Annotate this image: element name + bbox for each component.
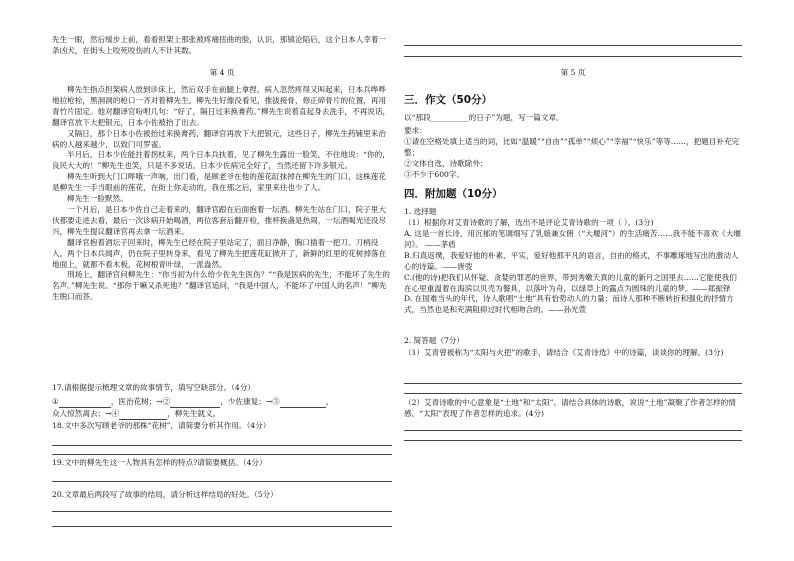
question-20: 20.文章最后两段写了故事的结局，请分析这样结局的好处。（5分） [52, 490, 278, 499]
requirement-item: ②文体自选，诗歌除外； [404, 158, 488, 168]
story-paragraph: 半月后，日本少佐能拄着拐杖来，两个日本兵扶着，见了柳先生露出一脸笑，不住地说：“你的，良民大大的！”柳先生也笑，只是不多说话。日本少佐病完全好了，当然还留下许多银元。 [52, 150, 390, 171]
question-19: 19.文中的柳先生这一人物具有怎样的特点?请简要概括。（4分） [52, 458, 267, 467]
choice-title: 1. 选择题 [404, 207, 437, 216]
answer-line[interactable] [52, 526, 392, 527]
answer-blank[interactable] [59, 399, 111, 408]
answer-blank[interactable] [170, 399, 220, 408]
choice-option-c[interactable]: C.(他的诗)把我们从怀疑、贪婪的罪恶的世界，带到秀嫩天真的儿童的新月之国里去……它能使我们在心里重温着在海滨以贝壳为餐具，以落叶为舟，以绿草上的露点为圆珠的儿童的梦。——郑振铎 [404, 272, 737, 293]
story-paragraph: 一个月后，是日本少佐自己走着来的，翻译官跟在后面抱着一坛酒。柳先生站在门口，院子里大伙都要走进去看，最后一次诊病开始喝酒，两位客套后翻开检，推杯换盏是热闹，一坛酒喝光还没尽兴，柳先生提议翻译官再去拿一坛酒来。 [52, 204, 387, 236]
story-paragraph: 柳先生听到大门口哔哦一声响，出门看，是顾老爷在他的莲花缸抹掉在柳先生的门口，这株莲花是柳先生一手当眼前的莲花，在街上你走动的，我在那之后，家里来往也少了人。 [52, 172, 386, 193]
left-top-paragraph: 先生一眼，然后缓步上前，看看担架上那张被疼痛扭曲的脸，认识，那镇沦陷后，这个日本人幸着一条凶犬，在街头上咬死咬伤的人不计其数。 [52, 35, 387, 55]
question-17-fill-row-2: 众人惊然离去；→④ ，柳先生就义。 [52, 409, 221, 418]
story-body [52, 85, 392, 303]
choice-option-d[interactable]: D. 在国难当头的年代，诗人歌唱“土地”具有恰势动人的力量；而诗人那种不断转折和强化的抒情方式，当然也是和充满阻抑过时代相吻合的。——孙光萱 [404, 294, 734, 315]
question-17: 17.请根据提示梳理文章的故事情节，填写空缺部分。（4分） [52, 383, 255, 392]
choice-option-b[interactable]: B.归真返璞，我爱好他的朴素、平实，爱好他那平凡的语言，自由的格式，不事雕琢地写出的激动人心的诗篇。——唐弢 [404, 250, 739, 271]
question-18: 18.文中多次写顾老爷的那株“花树”，请简要分析其作用。（4分） [52, 421, 271, 430]
story-paragraph: 又隔日，那个日本小佐被抬过来换膏药，翻译官再放下大把银元，这些日子，柳先生药铺里来治病的人越来越少，以致门可罗雀。 [52, 128, 386, 149]
answer-line[interactable] [404, 393, 742, 394]
page-5-label: 第 5 页 [560, 68, 586, 77]
story-paragraph: 刑场上，翻译官问柳先生：“你当初为什么给少佐先生医伤？”“我是医病的先生，不能坏了先生的名声。”柳先生说。“那你干嘛又杀死他？”翻译官追问，“我是中国人，不能坏了中国人的名声！”柳先生脱口而答。 [52, 270, 390, 302]
answer-line[interactable] [404, 430, 742, 431]
answer-blank[interactable] [280, 399, 326, 408]
answer-line[interactable] [404, 440, 742, 441]
requirement-item: ③不少于600字。 [404, 169, 465, 179]
story-paragraph: 柳先生指点担架病人放到诊床上，然后双手在前腿上拿捏，病人忽然疼得又叫起来，日本兵哗哗地拉枪栓，黑洞洞的枪口一齐对着柳先生。柳先生好像没看见，推拔接骨，修正碎骨片的位置，再用青竹片固定。他对翻译官吩咐几句：“好了，隔日过来换膏药。”柳先生说着直起身去洗手，不再说话，翻译官放下大把银元，日本小佐被抬了出去。 [52, 85, 391, 127]
answer-line[interactable] [404, 45, 742, 46]
section-4-heading: 四．附加题（10分） [404, 188, 503, 200]
answer-line[interactable] [404, 383, 742, 384]
choice-option-a[interactable]: A. 这是一首长诗，用沉郁的笔调细写了乳娘兼女佣（“大堰河”）的生活痛苦……我不能不喜欢《大堰河》。 ——茅盾 [404, 229, 742, 249]
choice-options [404, 229, 742, 316]
choice-question: （1）根据你对艾青诗歌的了解，选出不是评论艾青诗歌的一项（ ）。(3分) [404, 218, 654, 227]
short-answer-1: （1）艾青曾被称为“太阳与火把”的歌手，请结合《艾青诗选》中的诗篇，谈谈你的理解。(3分) [404, 348, 724, 357]
story-paragraph: 柳先生一脸默然。 [67, 194, 128, 204]
answer-line[interactable] [52, 481, 392, 482]
story-paragraph: 翻译官抱着酒坛子回来时，柳先生已经在院子里站定了，面目浄静，胸口插着一把刀。刀柄没入，两个日本兵闻声，仍在院子里转身来，看见了柳先生把莲花缸掀开了，新鲜的红里的花树掉落在地面上，就都不看木板，花树根青叶绿，一派盎然。 [52, 237, 387, 269]
page-4-label: 第 4 页 [209, 68, 235, 77]
short-answer-title: 2. 简答题（7分） [404, 336, 465, 345]
answer-line[interactable] [404, 56, 742, 57]
question-17-fill-row-1: ① ，医治花树；→② ，少佐康复；→③ ， [52, 397, 334, 406]
answer-line[interactable] [52, 511, 392, 512]
answer-line[interactable] [52, 445, 392, 446]
short-answer-2: （2）艾青诗歌的中心意象是“土地”和“太阳”。请结合具体的诗歌，说说“土地”凝聚了作者怎样的情感，“太阳”表现了作者怎样的追求。(4分) [404, 398, 736, 418]
essay-prompt: 以“那段__________的日子”为题，写一篇文章。 [404, 113, 564, 122]
requirements-title: 要求： [404, 126, 427, 135]
answer-blank[interactable] [119, 411, 167, 420]
requirements-list [404, 137, 742, 181]
answer-line[interactable] [52, 454, 392, 455]
requirement-item: ①请在空格处填上适当的词，比如“温暖”“自由”“孤单”“烦心”“幸福”“快乐”等等……，把题目补充完整； [404, 137, 740, 157]
section-3-heading: 三．作文（50分） [404, 94, 493, 106]
